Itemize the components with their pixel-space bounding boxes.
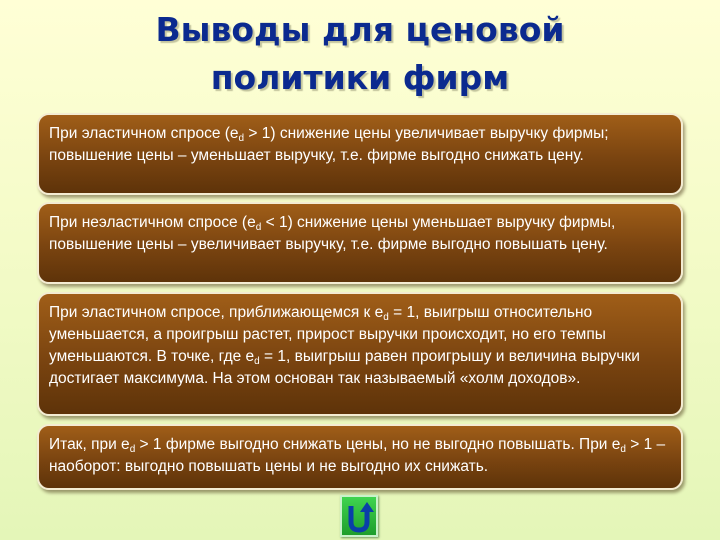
- u-turn-return-icon: [342, 497, 376, 535]
- subscript: d: [383, 312, 389, 323]
- return-button[interactable]: [340, 495, 378, 537]
- page-title-line-1: Выводы для ценовой: [155, 10, 565, 49]
- text-segment: < 1) снижение цены уменьшает выручку фирмы, повышение цены – увеличивает выручку, т.е. фирме выгодно повышать цену.: [49, 214, 616, 253]
- text-segment: При неэластичном спросе (e: [49, 214, 256, 231]
- text-segment: > 1 фирме выгодно снижать цены, но не выгодно повышать. При e: [135, 436, 621, 453]
- subscript: d: [129, 444, 136, 455]
- conclusion-box-unit-elasticity: [37, 292, 683, 416]
- page-title-line-2: политики фирм: [210, 58, 510, 97]
- conclusion-box-inelastic-demand: [37, 202, 683, 284]
- conclusion-box-summary: [37, 424, 683, 490]
- text-segment: При эластичном спросе, приближающемся к e: [49, 304, 384, 321]
- text-segment: Итак, при e: [49, 436, 130, 453]
- text-segment: > 1) снижение цены увеличивает выручку фирмы; повышение цены – уменьшает выручку, т.е. фирме выгодно снижать цену.: [49, 125, 609, 164]
- text-segment: = 1, выигрыш равен проигрышу и величина выручки достигает максимума. На этом основан так называемый «холм доходов».: [49, 348, 640, 387]
- conclusion-box-elastic-demand: [37, 113, 683, 195]
- text-segment: > 1 – наоборот: выгодно повышать цены и не выгодно их снижать.: [49, 436, 666, 475]
- subscript: d: [255, 222, 262, 233]
- subscript: d: [620, 444, 626, 455]
- text-segment: = 1, выигрыш относительно уменьшается, а проигрыш растет, прирост выручки происходит, но его темпы уменьшаются. В точке, где e: [49, 304, 606, 365]
- conclusion-text: [49, 123, 671, 167]
- subscript: d: [238, 133, 245, 144]
- subscript: d: [254, 356, 260, 367]
- conclusion-text: [49, 434, 671, 478]
- text-segment: При эластичном спросе (e: [49, 125, 239, 142]
- conclusion-text: [49, 302, 671, 390]
- page-title: [0, 6, 720, 102]
- conclusion-text: [49, 212, 671, 256]
